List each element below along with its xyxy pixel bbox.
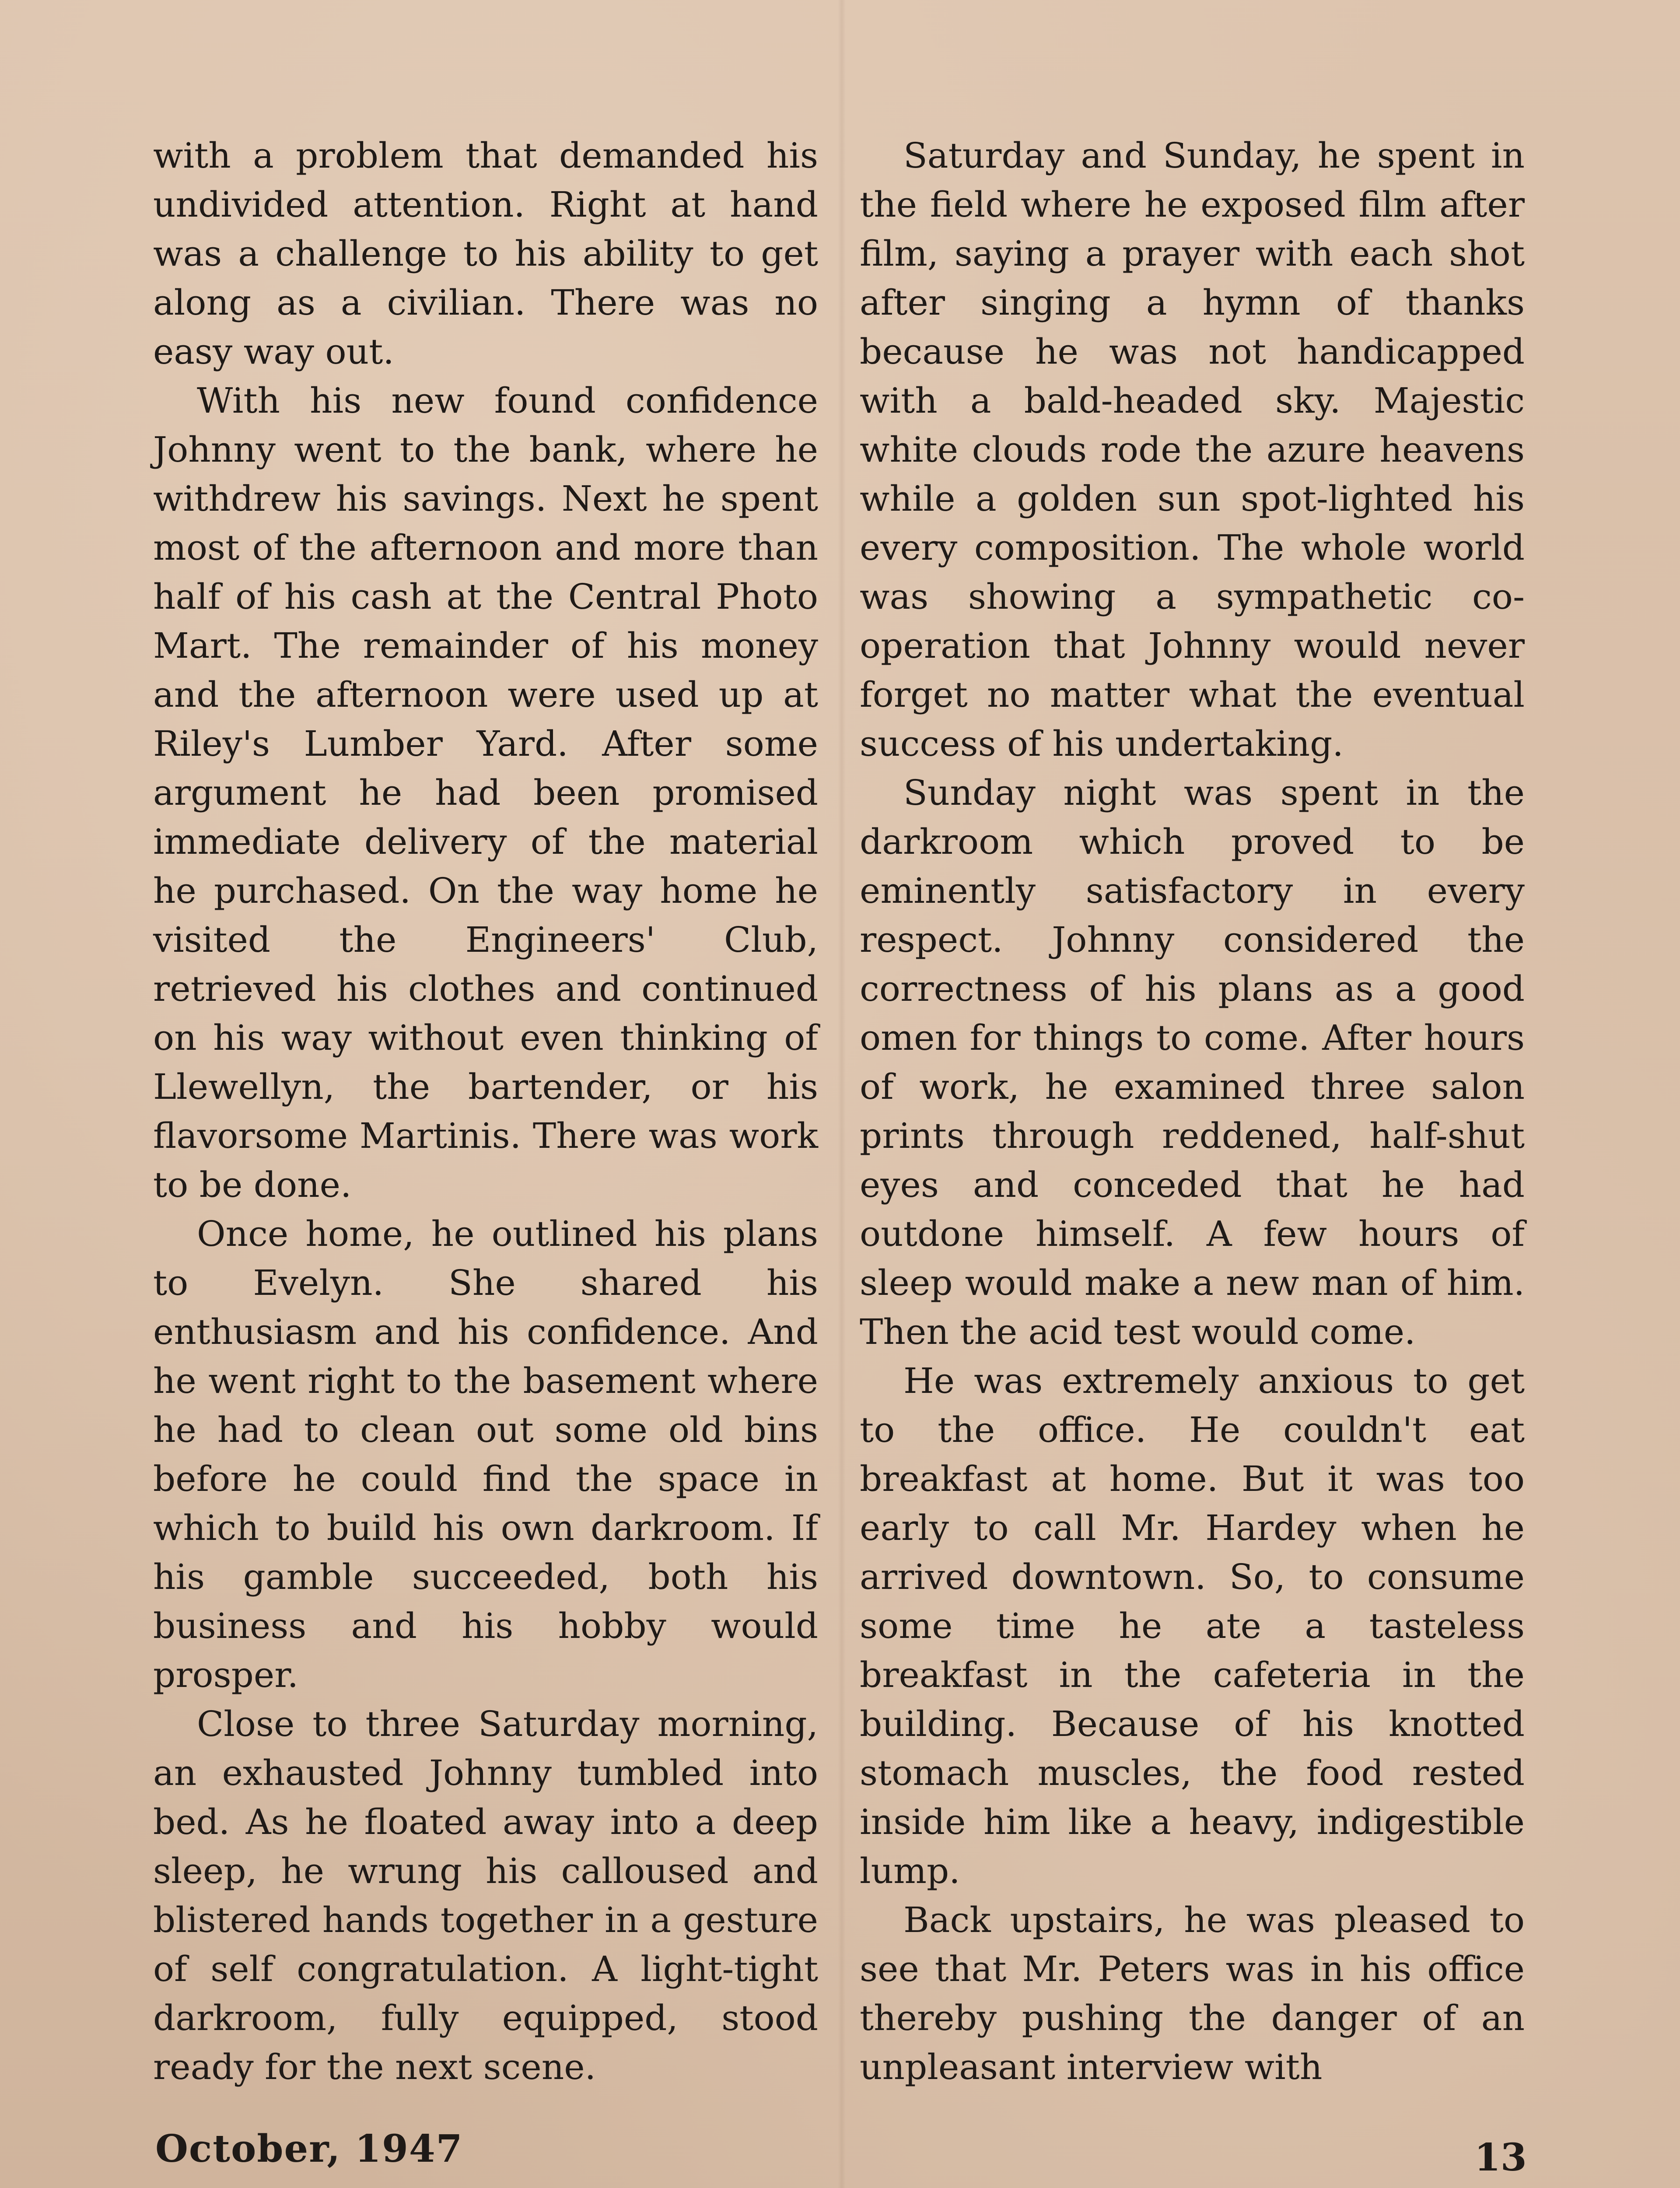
- left-text-column: [153, 131, 818, 2092]
- page-number: 13: [1474, 2135, 1527, 2180]
- paragraph: Once home, he outlined his plans to Evelyn. She shared his enthusiasm and his confidence. And he went right to the basement where he had to clean out some old bins before he could find the space in which to build his own darkroom. If his gamble succeeded, both his business and his hobby would prosper.: [153, 1213, 818, 1695]
- right-text-column: [860, 131, 1525, 2092]
- page-fold: [838, 0, 846, 2188]
- paragraph: He was extremely anxious to get to the office. He couldn't eat breakfast at home. But it was too early to call Mr. Hardey when he arrived downtown. So, to consume some time he ate a tasteless breakfast in the cafeteria in the building. Because of his knotted stomach muscles, the food rested inside him like a heavy, indigestible lump.: [860, 1360, 1525, 1891]
- paragraph: Saturday and Sunday, he spent in the field where he exposed film after film, saying a prayer with each shot after singing a hymn of thanks because he was not handicapped with a bald-headed sky. Majestic white clouds rode the azure heavens while a golden sun spot-lighted his every composition. The whole world was showing a sympathetic co-operation that Johnny would never forget no matter what the eventual success of his undertaking.: [860, 135, 1525, 764]
- paragraph: Sunday night was spent in the darkroom which proved to be eminently satisfactory in every respect. Johnny considered the correctness of his plans as a good omen for things to come. After hours of work, he examined three salon prints through reddened, half-shut eyes and conceded that he had outdone himself. A few hours of sleep would make a new man of him. Then the acid test would come.: [860, 772, 1525, 1352]
- paragraph: With his new found confidence Johnny went to the bank, where he withdrew his savings. Next he spent most of the afternoon and more than half of his cash at the Central Photo Mart. The remainder of his money and the afternoon were used up at Riley's Lumber Yard. After some argument he had been promised immediate delivery of the material he purchased. On the way home he visited the Engineers' Club, retrieved his clothes and continued on his way without even thinking of Llewellyn, the bartender, or his flavorsome Martinis. There was work to be done.: [153, 380, 818, 1205]
- issue-date: October, 1947: [155, 2127, 463, 2171]
- paragraph: Close to three Saturday morning, an exhausted Johnny tumbled into bed. As he floated away into a deep sleep, he wrung his calloused and blistered hands together in a gesture of self congratulation. A light-tight darkroom, fully equipped, stood ready for the next scene.: [153, 1704, 818, 2087]
- paragraph: Back upstairs, he was pleased to see that Mr. Peters was in his office thereby pushing the danger of an unpleasant interview with: [860, 1900, 1525, 2087]
- paragraph: with a problem that demanded his undivided attention. Right at hand was a challenge to his ability to get along as a civilian. There was no easy way out.: [153, 135, 818, 372]
